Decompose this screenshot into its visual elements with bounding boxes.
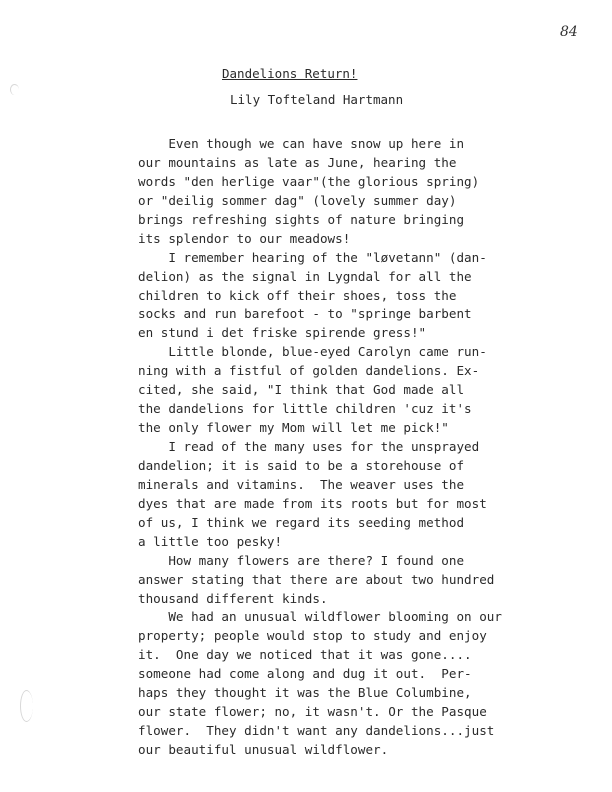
text-line: Even though we can have snow up here in <box>138 136 465 151</box>
text-line: I read of the many uses for the unsprayed <box>138 439 480 454</box>
text-line: of us, I think we regard its seeding method <box>138 514 465 530</box>
text-line: or "deilig sommer dag" (lovely summer day) <box>138 192 457 208</box>
binder-hole-mark <box>20 690 33 722</box>
page-number: 84 <box>560 24 578 40</box>
text-line: a little too pesky! <box>138 533 283 549</box>
text-line: minerals and vitamins. The weaver uses the <box>138 476 465 492</box>
text-line: socks and run barefoot - to "springe barbent <box>138 306 472 322</box>
text-line: children to kick off their shoes, toss the <box>138 287 457 303</box>
text-line: dyes that are made from its roots but for most <box>138 495 487 511</box>
text-line: ning with a fistful of golden dandelions. Ex- <box>138 363 480 379</box>
text-line: the only flower my Mom will let me pick!" <box>138 420 449 436</box>
text-line: How many flowers are there? I found one <box>138 552 465 568</box>
text-line: words "den herlige vaar"(the glorious spring) <box>138 173 480 189</box>
text-line: flower. They didn't want any dandelions...just <box>138 723 495 739</box>
text-line: thousand different kinds. <box>138 590 328 606</box>
text-line: delion) as the signal in Lygndal for all the <box>138 268 472 284</box>
text-line: I remember hearing of the "løvetann" (dan- <box>138 249 487 265</box>
text-line: our beautiful unusual wildflower. <box>138 742 389 757</box>
text-line: brings refreshing sights of nature bringing <box>138 211 465 227</box>
text-line: en stund i det friske spirende gress!" <box>138 325 427 341</box>
text-line: haps they thought it was the Blue Columbine, <box>138 685 472 701</box>
body-text <box>138 135 558 760</box>
text-line: its splendor to our meadows! <box>138 230 351 246</box>
binder-hole-mark <box>10 84 19 95</box>
text-line: We had an unusual wildflower blooming on our <box>138 609 502 625</box>
text-line: answer stating that there are about two hundred <box>138 571 495 587</box>
text-line: property; people would stop to study and enjoy <box>138 628 487 644</box>
text-line: it. One day we noticed that it was gone.... <box>138 647 472 663</box>
document-title: Dandelions Return! <box>222 66 358 81</box>
author-name: Lily Tofteland Hartmann <box>230 92 404 107</box>
text-line: someone had come along and dug it out. Per- <box>138 666 472 682</box>
text-line: our state flower; no, it wasn't. Or the Pasque <box>138 704 487 720</box>
text-line: cited, she said, "I think that God made all <box>138 382 465 398</box>
text-line: our mountains as late as June, hearing the <box>138 154 457 170</box>
text-line: the dandelions for little children 'cuz it's <box>138 401 472 417</box>
text-line: dandelion; it is said to be a storehouse of <box>138 457 465 473</box>
text-line: Little blonde, blue-eyed Carolyn came run- <box>138 344 487 360</box>
